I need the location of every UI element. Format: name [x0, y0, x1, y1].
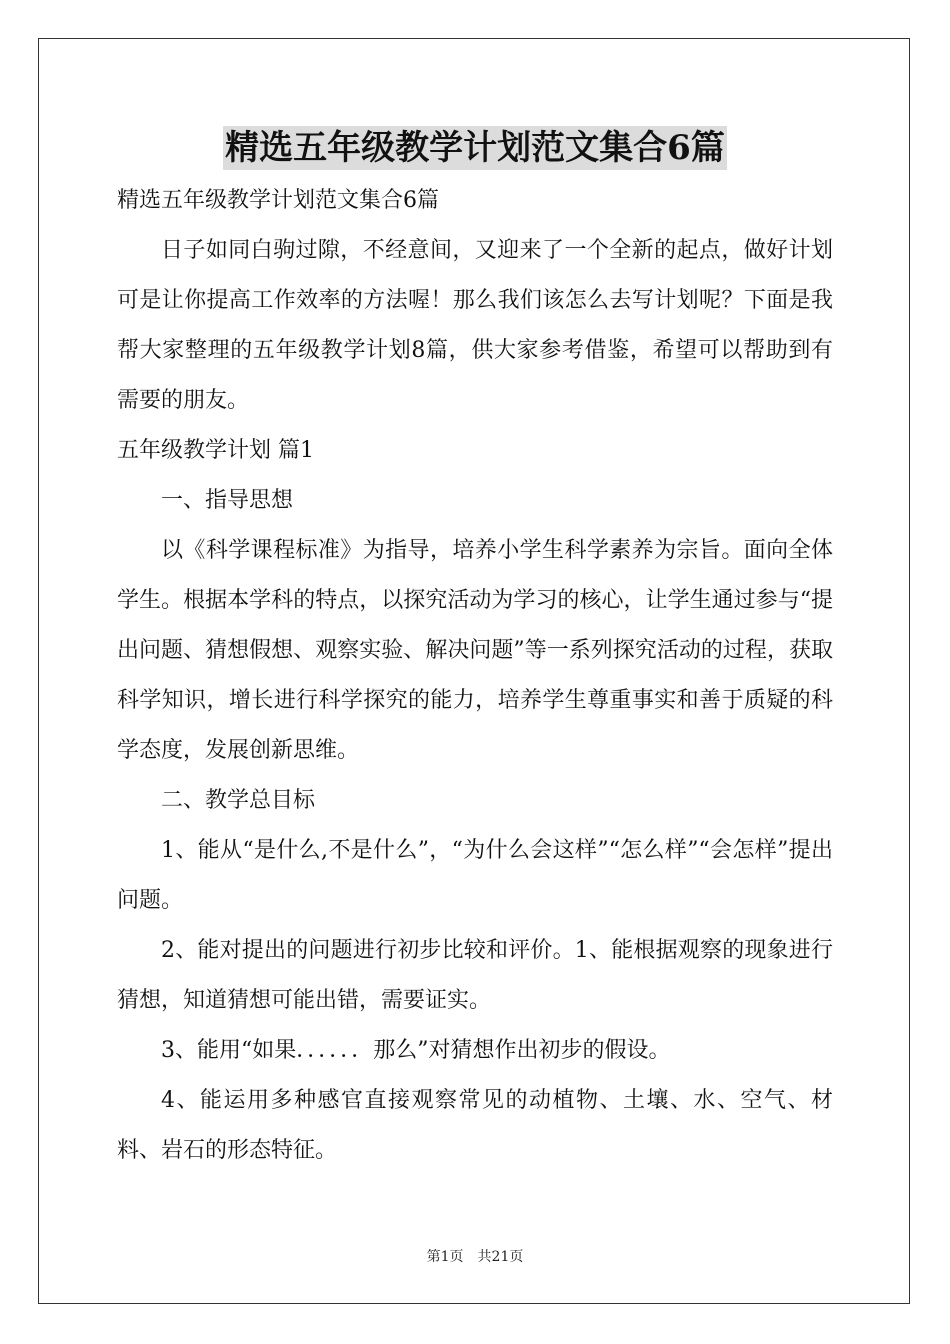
document-title: 精选五年级教学计划范文集合6篇	[225, 128, 725, 168]
section-heading: 五年级教学计划 篇1	[117, 438, 314, 463]
subheading-teaching-goals: 二、教学总目标	[161, 788, 316, 813]
title-wrap	[0, 126, 950, 170]
subtitle-line: 精选五年级教学计划范文集合6篇	[117, 188, 439, 213]
goal-item-3: 3、能用“如果．．．．．．那么”对猜想作出初步的假设。	[161, 1038, 671, 1063]
intro-paragraph: 日子如同白驹过隙，不经意间，又迎来了一个全新的起点，做好计划可是让你提高工作效率的方法喔！那么我们该怎么去写计划呢？下面是我帮大家整理的五年级教学计划8篇，供大家参考借鉴，希望可以帮助到有需要的朋友。	[117, 238, 833, 413]
goal-item-2: 2、能对提出的问题进行初步比较和评价。1、能根据观察的现象进行猜想，知道猜想可能出错，需要证实。	[117, 938, 833, 1013]
document-body	[117, 176, 833, 1176]
goal-item-1: 1、能从“是什么,不是什么”，“为什么会这样”“怎么样”“会怎样”提出问题。	[117, 838, 833, 913]
guiding-idea-paragraph: 以《科学课程标准》为指导，培养小学生科学素养为宗旨。面向全体学生。根据本学科的特点，以探究活动为学习的核心，让学生通过参与“提出问题、猜想假想、观察实验、解决问题”等一系列探究活动的过程，获取科学知识，增长进行科学探究的能力，培养学生尊重事实和善于质疑的科学态度，发展创新思维。	[117, 538, 833, 763]
page-footer: 第1页 共21页	[426, 1249, 524, 1265]
goal-item-4: 4、能运用多种感官直接观察常见的动植物、土壤、水、空气、材料、岩石的形态特征。	[117, 1088, 833, 1163]
subheading-guiding-idea: 一、指导思想	[161, 488, 294, 513]
